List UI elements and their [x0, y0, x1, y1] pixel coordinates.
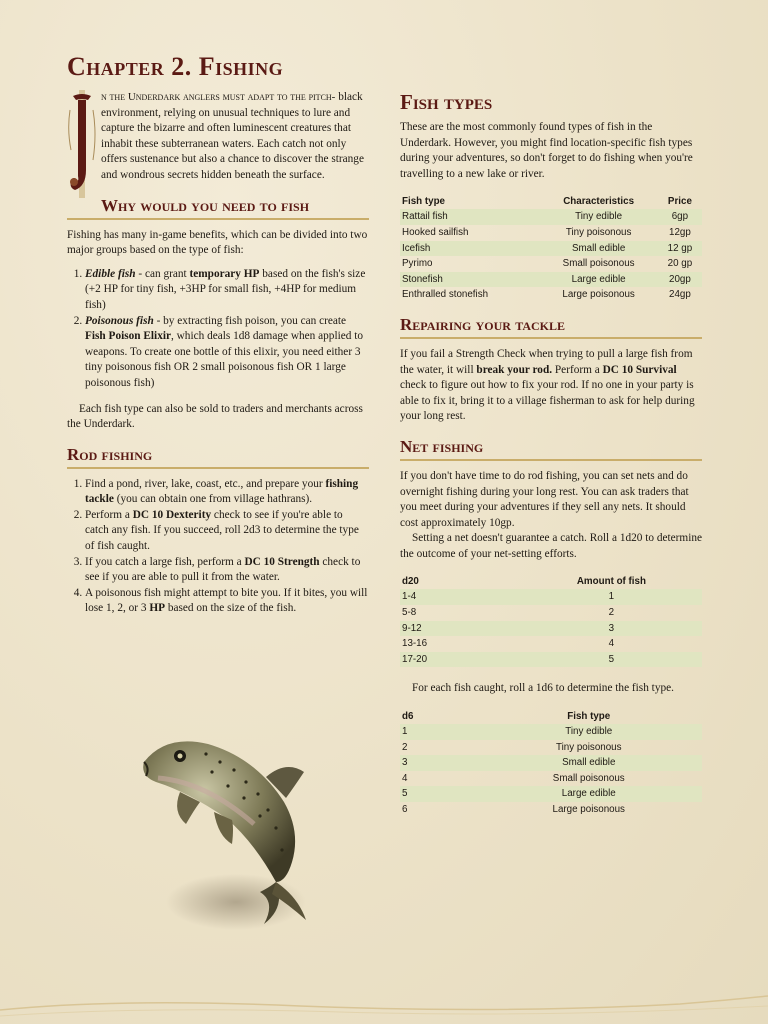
dropcap-ornament	[67, 90, 97, 198]
table-row: 3 Small edible	[400, 755, 702, 771]
table-row: 9-12 3	[400, 621, 702, 637]
right-column	[400, 90, 702, 818]
list-item: 2. Perform a DC 10 Dexterity check to see if you're able to catch any fish. If you succeed, roll 2d3 to determine the type of fish caught.	[85, 508, 369, 555]
d6-table	[400, 709, 702, 818]
table-row: Enthralled stonefish Large poisonous 24gp	[402, 289, 691, 301]
d20-table	[400, 574, 702, 667]
table-row: Hooked sailfish Tiny poisonous 12gp	[402, 226, 691, 238]
column-header: d6	[402, 711, 414, 723]
table-row: 5 Large edible	[400, 786, 702, 802]
rod-steps-list	[67, 477, 369, 617]
list-item: 4. A poisonous fish might attempt to bite you. If it bites, you will lose 1, 2, or 3 HP based on the size of the fish.	[85, 586, 369, 617]
table-row: 17-20 5	[400, 652, 702, 668]
footer-ornament	[0, 976, 768, 1024]
column-header: Fish type	[402, 196, 446, 208]
heading-why-fish: Why would you need to fish	[67, 196, 369, 220]
intro-paragraph	[67, 90, 369, 184]
table-row: Pyrimo Small poisonous 20 gp	[402, 258, 693, 270]
repair-paragraph: If you fail a Strength Check when trying to pull a large fish from the water, it will break your rod. Perform a DC 10 Survival check to figure out how to fix your rod. If no one in your party is able to fix it, bring it to a village fisherman to ask for help during your long rest.	[400, 347, 695, 423]
net-paragraph-1: If you don't have time to do rod fishing, you can set nets and do overnight fishing during your long rest. You can ask traders that you meet during your adventures if they sell any nets. It should cost approximately 10gp.	[400, 469, 689, 529]
heading-rod-fishing: Rod fishing	[67, 445, 369, 469]
left-column	[67, 52, 369, 627]
table-header-row	[400, 709, 702, 724]
net-paragraph-2: Setting a net doesn't guarantee a catch. Roll a 1d20 to determine the outcome of your net-setting efforts.	[400, 532, 703, 560]
d6-paragraph: For each fish caught, roll a 1d6 to determine the fish type.	[412, 682, 674, 695]
table-row: 4 Small poisonous	[402, 772, 625, 784]
column-header: Fish type	[567, 711, 611, 723]
table-row: 1 Tiny edible	[400, 724, 702, 740]
fish-types-table	[400, 194, 702, 303]
list-item: 3. If you catch a large fish, perform a DC 10 Strength check to see if you are able to pull it from the water.	[85, 555, 369, 586]
column-header: Amount of fish	[576, 576, 646, 588]
intro-text: black environment, relying on unusual techniques to lure and capture the bizarre and often luminescent creatures that inhabit these subterranean waters. Each catch not only offers sustenance but also a chance to discover the strange and wondrous secrets hidden beneath the surface.	[101, 91, 364, 181]
fish-types-paragraph: These are the most commonly found types of fish in the Underdark. However, you might find location-specific fish types during your adventures, so don't forget to do fishing when you're travelling to a new lake or river.	[400, 121, 693, 180]
benefits-list	[67, 267, 369, 392]
table-row: 5-8 2	[402, 607, 615, 619]
intro-lead: n the Underdark anglers must adapt to the pitch-	[101, 91, 336, 103]
table-row: 1-4 1	[400, 589, 702, 605]
sell-paragraph: Each fish type can also be sold to traders and merchants across the Underdark.	[67, 402, 363, 431]
heading-fish-types: Fish types	[400, 90, 493, 114]
list-item: 1. Find a pond, river, lake, coast, etc., and prepare your fishing tackle (you can obtain one from village hathrans).	[85, 477, 369, 508]
table-header-row	[400, 194, 702, 209]
table-row: 13-16 4	[402, 638, 615, 650]
chapter-title: Chapter 2. Fishing	[67, 52, 284, 81]
table-row: 6 Large poisonous	[402, 804, 625, 815]
column-header: Characteristics	[563, 196, 635, 208]
fish-illustration	[136, 732, 311, 932]
list-item: 1. Edible fish - can grant temporary HP based on the fish's size (+2 HP for tiny fish, +3HP for small fish, +4HP for medium fish)	[85, 267, 369, 314]
list-item: 2. Poisonous fish - by extracting fish poison, you can create Fish Poison Elixir, which deals 1d8 damage when applied to weapons. To create one bottle of this elixir, you need either 3 tiny poisonous fish OR 2 small poisonous fish OR 1 large poisonous fish)	[85, 314, 369, 392]
column-header: Price	[667, 196, 692, 208]
table-row: 2 Tiny poisonous	[402, 741, 622, 753]
why-paragraph: Fishing has many in-game benefits, which can be divided into two major groups based on the type of fish:	[67, 228, 368, 257]
heading-net-fishing: Net fishing	[400, 437, 702, 461]
table-row: Stonefish Large edible 20gp	[400, 272, 702, 288]
table-header-row	[400, 574, 702, 589]
column-header: d20	[402, 576, 419, 588]
table-row: Icefish Small edible 12 gp	[400, 241, 702, 257]
heading-repairing-tackle: Repairing your tackle	[400, 315, 702, 339]
table-row: Rattail fish Tiny edible 6gp	[400, 209, 702, 225]
